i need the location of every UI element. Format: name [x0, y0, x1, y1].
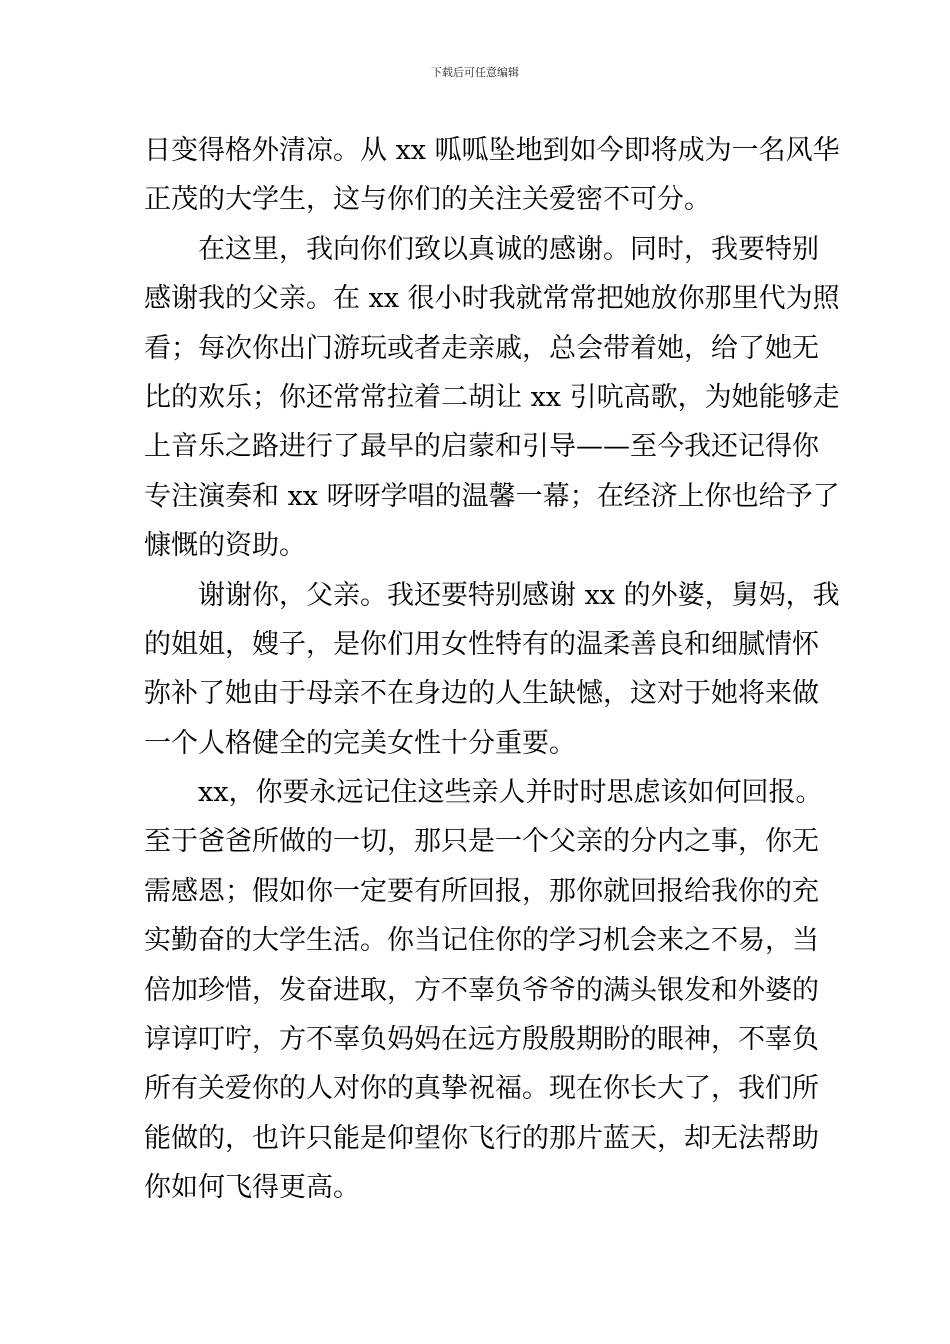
text-line: 至于爸爸所做的一切，那只是一个父亲的分内之事，你无: [144, 826, 819, 858]
text-line: 的姐姐，嫂子，是你们用女性特有的温柔善良和细腻情怀: [144, 628, 819, 660]
paragraph-first-line: 谢谢你，父亲。我还要特别感谢 xx 的外婆，舅妈，我: [198, 579, 840, 611]
text-line: 需感恩；假如你一定要有所回报，那你就回报给我你的充: [144, 875, 819, 907]
text-line: 谆谆叮咛，方不辜负妈妈在远方殷殷期盼的眼神，不辜负: [144, 1024, 819, 1056]
text-line: 弥补了她由于母亲不在身边的人生缺憾，这对于她将来做: [144, 678, 819, 710]
text-line: 感谢我的父亲。在 xx 很小时我就常常把她放你那里代为照: [144, 283, 840, 315]
text-line: 上音乐之路进行了最早的启蒙和引导——至今我还记得你: [144, 431, 819, 463]
text-line: 专注演奏和 xx 呀呀学唱的温馨一幕；在经济上你也给予了: [144, 480, 840, 512]
text-line: 能做的，也许只能是仰望你飞行的那片蓝天，却无法帮助: [144, 1122, 819, 1154]
text-line: 正茂的大学生，这与你们的关注关爱密不可分。: [144, 184, 711, 216]
text-line: 比的欢乐；你还常常拉着二胡让 xx 引吭高歌，为她能够走: [144, 381, 840, 413]
text-line: 所有关爱你的人对你的真挚祝福。现在你长大了，我们所: [144, 1073, 819, 1105]
text-line: 慷慨的资助。: [144, 530, 306, 562]
text-line: 你如何飞得更高。: [144, 1172, 360, 1204]
page-header: 下载后可任意编辑: [431, 66, 519, 79]
paragraph-first-line: 在这里，我向你们致以真诚的感谢。同时，我要特别: [198, 233, 819, 265]
text-line: 一个人格健全的完美女性十分重要。: [144, 727, 576, 759]
text-line: 日变得格外清凉。从 xx 呱呱坠地到如今即将成为一名风华: [144, 135, 840, 166]
text-line: 看；每次你出门游玩或者走亲戚，总会带着她，给了她无: [144, 332, 819, 364]
text-line: 倍加珍惜，发奋进取，方不辜负爷爷的满头银发和外婆的: [144, 974, 819, 1006]
document-body: [144, 126, 840, 1213]
paragraph-first-line: xx，你要永远记住这些亲人并时时思虑该如何回报。: [198, 777, 823, 809]
text-line: 实勤奋的大学生活。你当记住你的学习机会来之不易，当: [144, 925, 819, 957]
